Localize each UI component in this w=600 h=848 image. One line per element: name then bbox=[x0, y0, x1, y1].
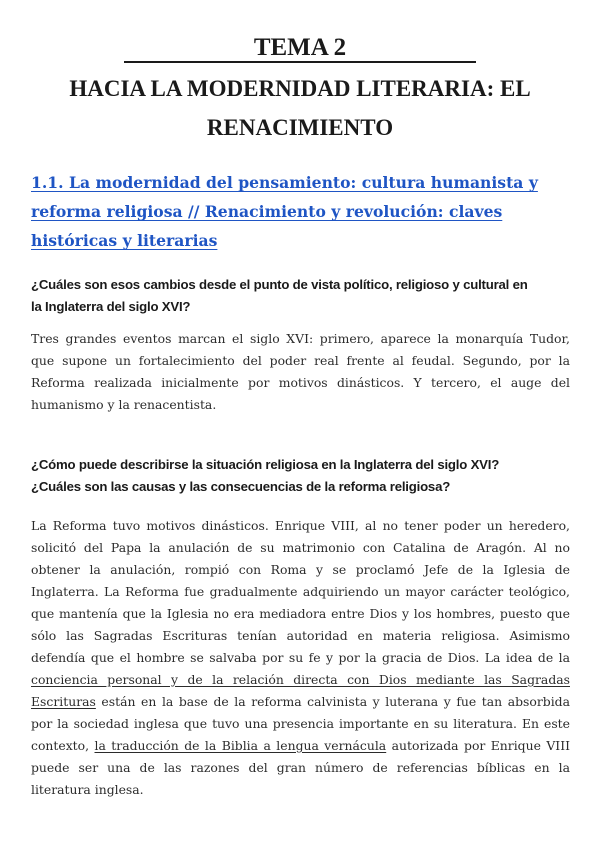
tema-label: TEMA 2 bbox=[124, 34, 476, 63]
section-heading-line: históricas y literarias bbox=[31, 231, 218, 250]
answer-2-line bbox=[31, 735, 570, 757]
question-1-line: la Inglaterra del siglo XVI? bbox=[31, 299, 191, 314]
answer-1-line: Tres grandes eventos marcan el siglo XVI: primero, aparece la monarquía Tudor, bbox=[31, 331, 570, 346]
answer-2-line: solicitó del Papa la anulación de su matrimonio con Catalina de Aragón. Al no bbox=[31, 540, 570, 555]
section-heading-line: reforma religiosa // Renacimiento y revolución: claves bbox=[31, 202, 503, 221]
answer-1 bbox=[31, 328, 570, 416]
tema-heading bbox=[0, 33, 600, 63]
answer-2-underlined-line: conciencia personal y de la relación directa con Dios mediante las Sagradas bbox=[31, 672, 570, 687]
question-2 bbox=[31, 454, 576, 498]
line-text: autorizada por Enrique VIII bbox=[386, 738, 570, 753]
line-text: contexto, bbox=[31, 738, 95, 753]
answer-1-line: que supone un fortalecimiento del poder real frente al feudal. Segundo, por la bbox=[31, 353, 570, 368]
answer-2-line: literatura inglesa. bbox=[31, 782, 144, 797]
answer-2-line: por la sociedad inglesa que tuvo una presencia importante en su literatura. En este bbox=[31, 716, 570, 731]
underlined-phrase: Escrituras bbox=[31, 694, 96, 709]
answer-2 bbox=[31, 515, 570, 801]
answer-1-line: humanismo y la renacentista. bbox=[31, 397, 217, 412]
answer-2-line: puede ser una de las razones del gran número de referencias bíblicas en la bbox=[31, 760, 570, 775]
page-title-line-1: HACIA LA MODERNIDAD LITERARIA: EL bbox=[69, 76, 531, 101]
question-1-line: ¿Cuáles son esos cambios desde el punto de vista político, religioso y cultural en bbox=[31, 277, 528, 292]
question-1 bbox=[31, 274, 576, 318]
section-heading-link[interactable] bbox=[31, 168, 576, 255]
line-text: están en la base de la reforma calvinista y luterana y fue tan absorbida bbox=[95, 694, 570, 709]
answer-2-line: Inglaterra. La Reforma fue gradualmente adquiriendo un mayor carácter teológico, bbox=[31, 584, 570, 599]
answer-2-line: que mantenía que la Iglesia no era mediadora entre Dios y los hombres, puesto que bbox=[31, 606, 570, 621]
underlined-phrase: la traducción de la Biblia a lengua vernácula bbox=[94, 738, 387, 753]
answer-2-line: defendía que el hombre se salvaba por su fe y por la gracia de Dios. La idea de la bbox=[31, 650, 570, 665]
answer-2-line: La Reforma tuvo motivos dinásticos. Enrique VIII, al no tener poder un heredero, bbox=[31, 518, 570, 533]
question-2-line: ¿Cuáles son las causas y las consecuencias de la reforma religiosa? bbox=[31, 479, 451, 494]
answer-2-line: obtener la anulación, rompió con Roma y se proclamó Jefe de la Iglesia de bbox=[31, 562, 570, 577]
question-2-line: ¿Cómo puede describirse la situación religiosa en la Inglaterra del siglo XVI? bbox=[31, 457, 500, 472]
section-heading-line: 1.1. La modernidad del pensamiento: cultura humanista y bbox=[31, 173, 538, 192]
answer-1-line: Reforma realizada inicialmente por motivos dinásticos. Y tercero, el auge del bbox=[31, 375, 570, 390]
answer-2-line: sólo las Sagradas Escrituras tenían autoridad en materia religiosa. Asimismo bbox=[31, 628, 570, 643]
answer-2-line bbox=[31, 691, 570, 713]
page-title-line-2: RENACIMIENTO bbox=[206, 115, 394, 140]
